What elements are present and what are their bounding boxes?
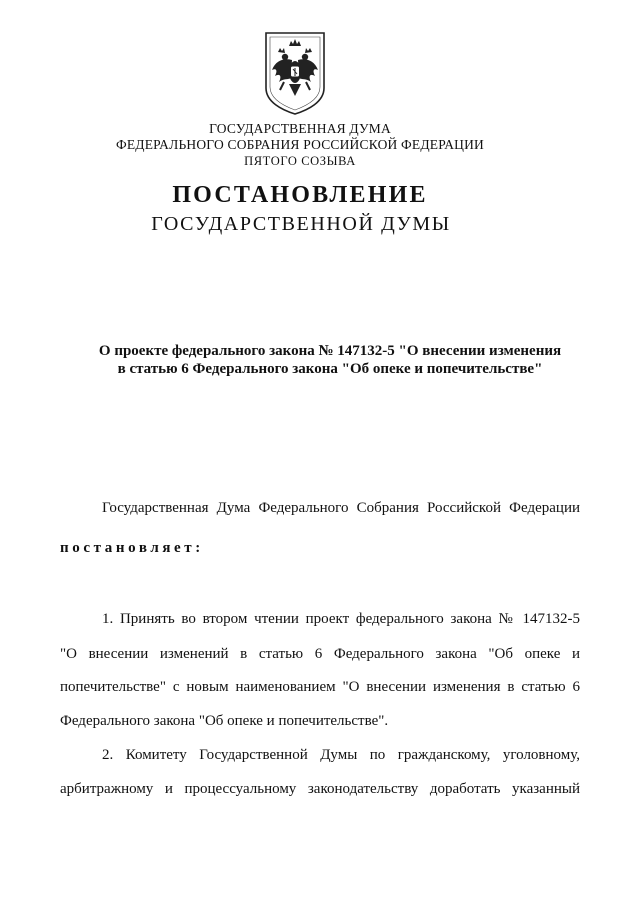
subject-line-2: в статью 6 Федерального закона "Об опеке и попечительстве" xyxy=(117,361,543,377)
item-1-line-1: 1. Принять во втором чтении проект федерального закона № 147132-5 xyxy=(102,611,580,627)
item-1-line-3: попечительстве" с новым наименованием "О внесении изменения в статью 6 xyxy=(60,679,580,695)
state-emblem-icon xyxy=(262,30,328,116)
org-name-line-2: ФЕДЕРАЛЬНОГО СОБРАНИЯ РОССИЙСКОЙ ФЕДЕРАЦИИ xyxy=(116,137,484,152)
item-2-line-2: арбитражному и процессуальному законодательству доработать указанный xyxy=(60,781,580,797)
document-type-title: ПОСТАНОВЛЕНИЕ xyxy=(172,182,428,208)
item-2-line-1: 2. Комитету Государственной Думы по гражданскому, уголовному, xyxy=(102,747,580,763)
org-name-line-1: ГОСУДАРСТВЕННАЯ ДУМА xyxy=(209,121,391,136)
preamble: Государственная Дума Федерального Собрания Российской Федерации xyxy=(102,500,580,516)
subject-line-1: О проекте федерального закона № 147132-5 "О внесении изменения xyxy=(98,343,562,359)
item-1-line-4: Федерального закона "Об опеке и попечительстве". xyxy=(60,713,389,729)
item-1-line-2: "О внесении изменений в статью 6 Федерального закона "Об опеке и xyxy=(60,646,580,662)
decree-word: постановляет: xyxy=(60,540,204,556)
convocation-line: ПЯТОГО СОЗЫВА xyxy=(244,154,356,168)
document-issuer-title: ГОСУДАРСТВЕННОЙ ДУМЫ xyxy=(151,213,451,235)
